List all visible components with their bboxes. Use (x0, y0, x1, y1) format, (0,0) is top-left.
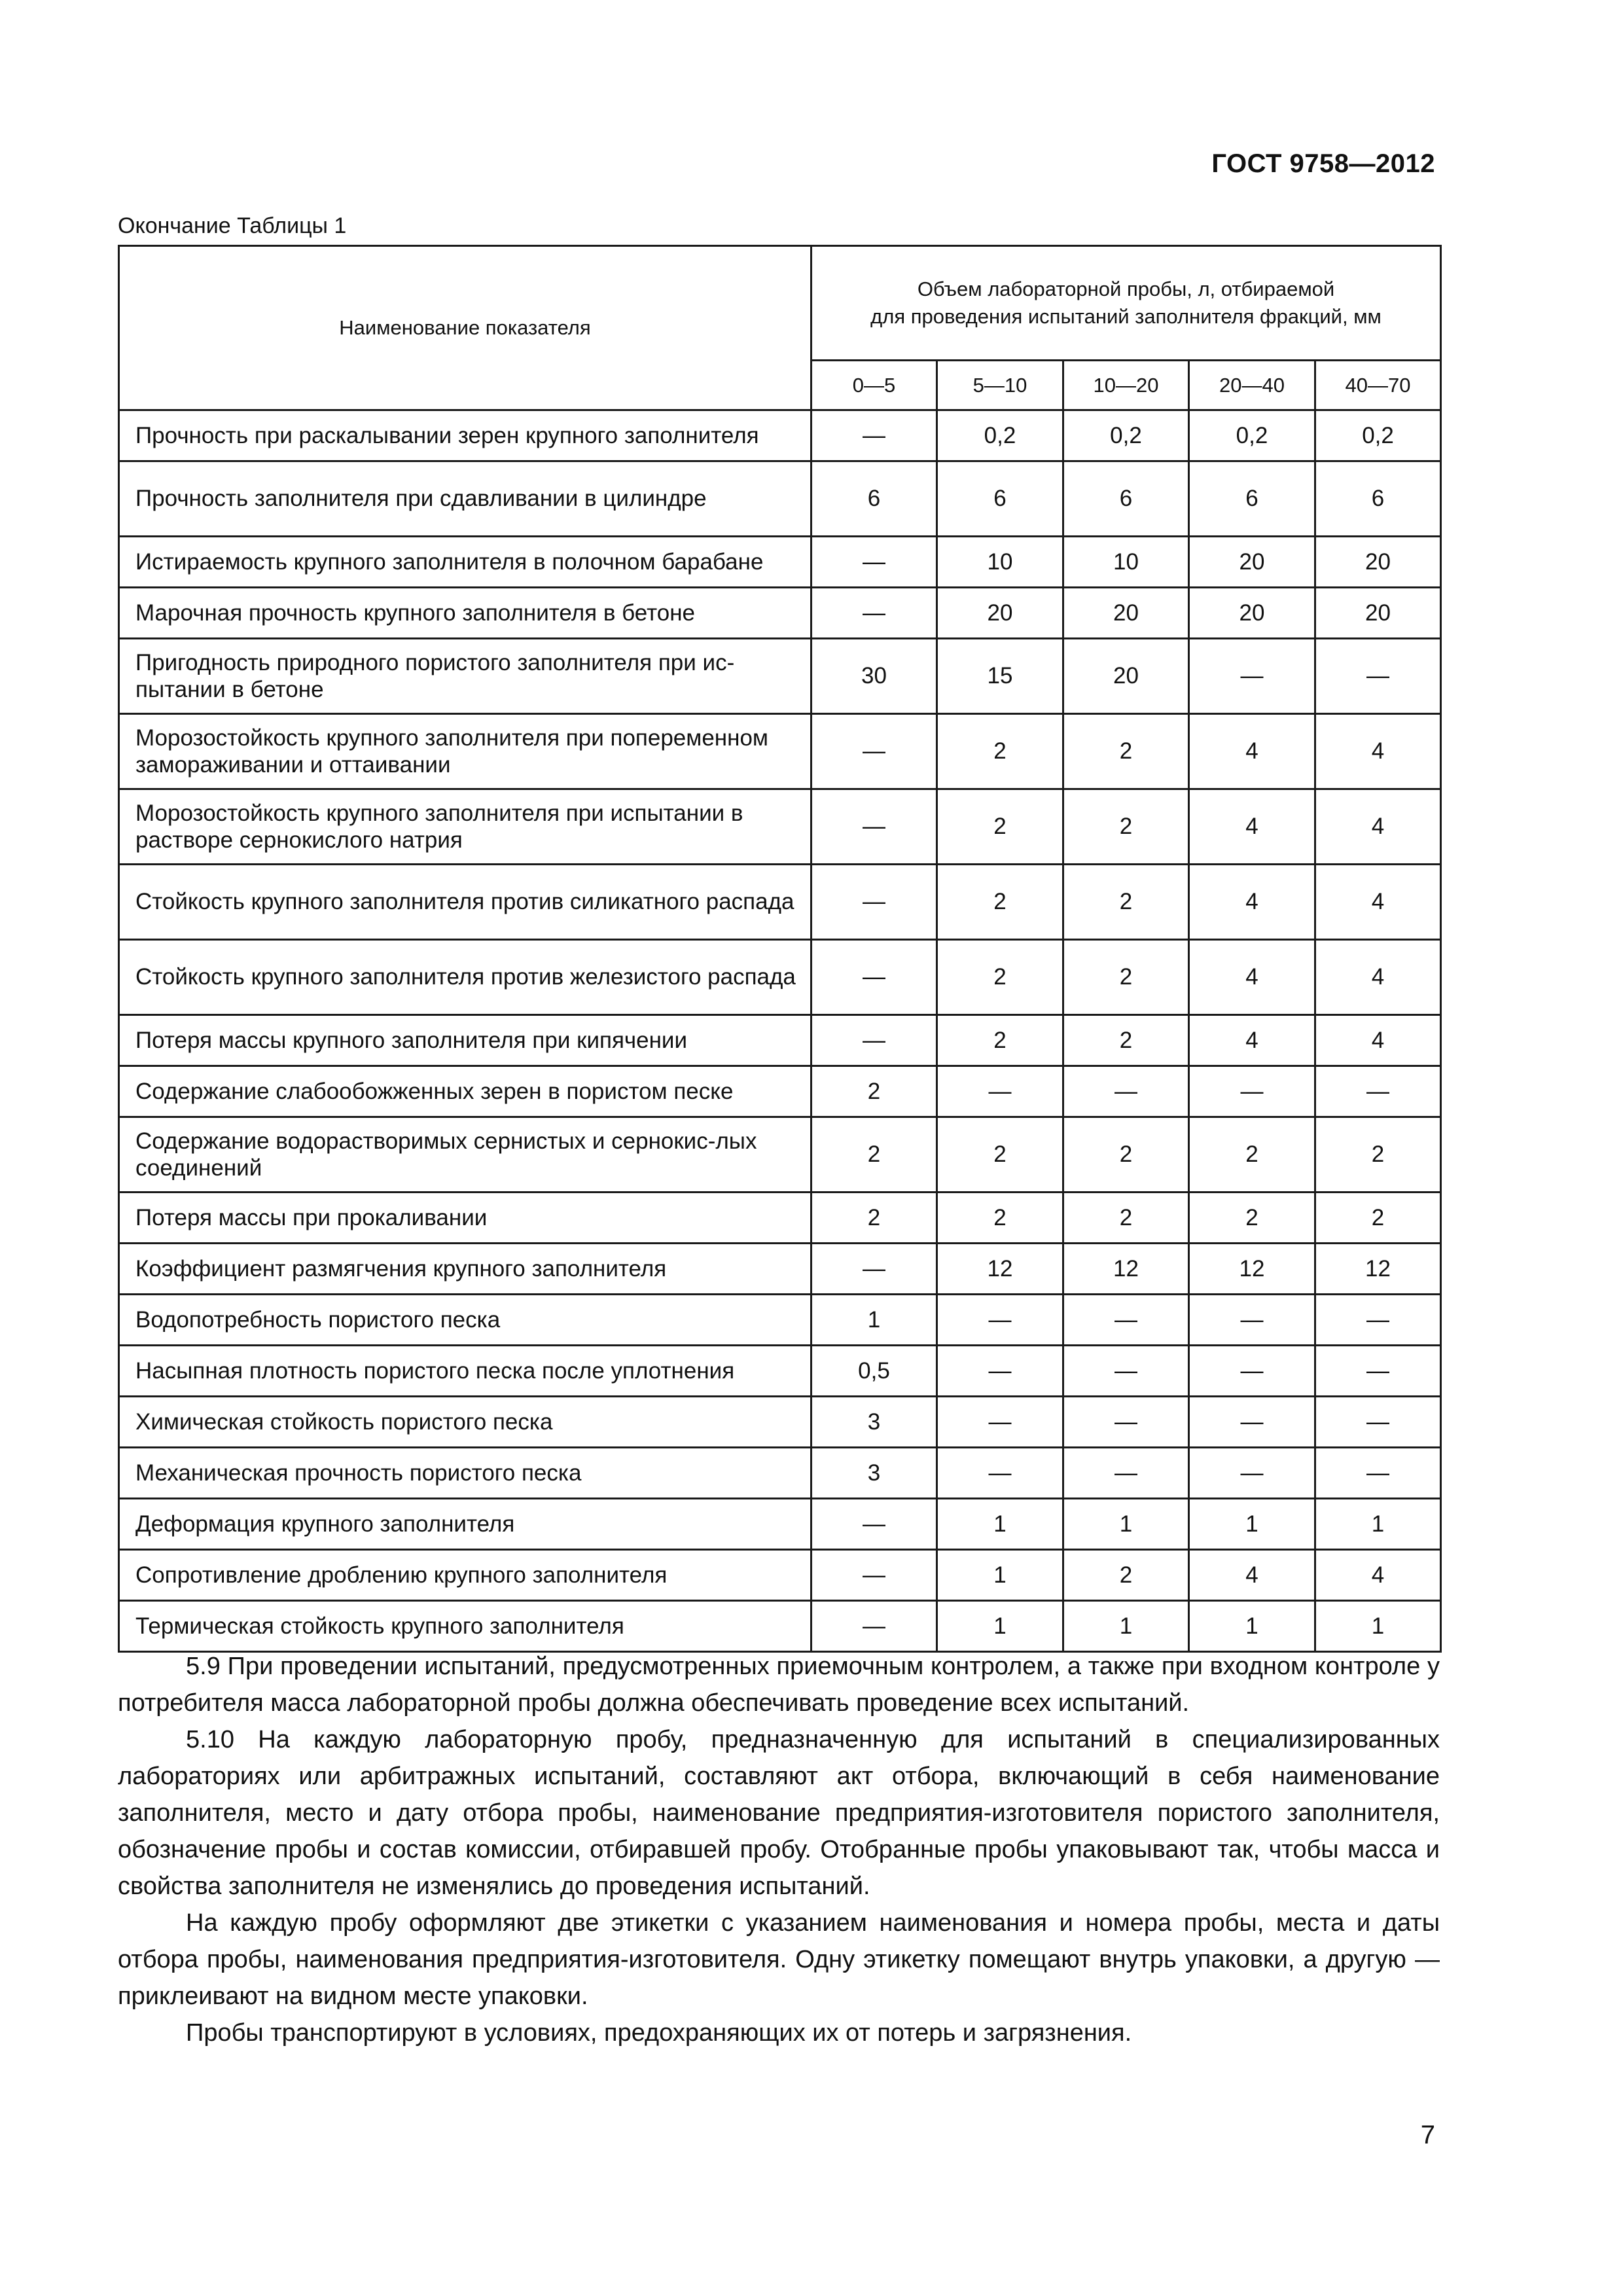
volume-value: 15 (937, 639, 1063, 714)
volume-value: 0,2 (1063, 410, 1189, 461)
volume-value: — (812, 714, 937, 789)
volume-value: — (812, 1015, 937, 1066)
paragraph: 5.10 На каждую лабораторную пробу, предназначенную для испытаний в специализированных лабораториях или арбитражных испытаний, составляют акт отбора, включающий в себя наименование заполнителя, место и дату отбора пробы, наименование предприятия-изготовителя пористого заполнителя, обозначение пробы и состав комиссии, отбиравшей пробу. Отобранные пробы упаковывают так, чтобы масса и свойства заполнителя не изменялись до проведения испытаний. (118, 1726, 1440, 1900)
indicator-name: Механическая прочность пористого песка (119, 1448, 812, 1499)
volume-value: — (1189, 1066, 1315, 1117)
volume-value: 2 (937, 1193, 1063, 1244)
volume-value: 1 (1315, 1601, 1441, 1652)
volume-value: 2 (1315, 1117, 1441, 1193)
volume-value: — (1315, 1346, 1441, 1397)
fraction-header: 0—5 (812, 361, 937, 410)
volume-value: — (1063, 1346, 1189, 1397)
volume-value: 0,5 (812, 1346, 937, 1397)
fraction-header: 10—20 (1063, 361, 1189, 410)
volume-value: 0,2 (1315, 410, 1441, 461)
volume-value: 6 (937, 461, 1063, 537)
volume-value: 2 (812, 1193, 937, 1244)
indicator-name: Термическая стойкость крупного заполнителя (119, 1601, 812, 1652)
volume-value: — (812, 1601, 937, 1652)
volume-value: 20 (1063, 639, 1189, 714)
volume-value: — (1063, 1397, 1189, 1448)
indicator-name: Пригодность природного пористого заполнителя при ис-пытании в бетоне (119, 639, 812, 714)
table-caption: Окончание Таблицы 1 (118, 213, 347, 238)
indicator-name: Содержание слабообожженных зерен в пористом песке (119, 1066, 812, 1117)
volume-value: 2 (1063, 1550, 1189, 1601)
volume-value: 1 (937, 1550, 1063, 1601)
volume-value: — (1189, 1397, 1315, 1448)
volume-value: — (937, 1066, 1063, 1117)
indicator-name: Потеря массы при прокаливании (119, 1193, 812, 1244)
column-header-name: Наименование показателя (119, 246, 812, 410)
volume-value: 1 (1063, 1499, 1189, 1550)
indicator-name: Истираемость крупного заполнителя в полочном барабане (119, 537, 812, 588)
volume-value: — (937, 1346, 1063, 1397)
volume-value: 2 (937, 1117, 1063, 1193)
volume-value: 4 (1315, 865, 1441, 940)
volume-value: 20 (1063, 588, 1189, 639)
volume-value: 1 (1189, 1601, 1315, 1652)
volume-value: 4 (1189, 789, 1315, 865)
volume-value: 2 (1063, 1015, 1189, 1066)
volume-value: 1 (1063, 1601, 1189, 1652)
volume-value: 2 (1063, 1117, 1189, 1193)
volume-value: 12 (1189, 1244, 1315, 1295)
table-row (119, 1346, 1441, 1397)
volume-value: — (1189, 1295, 1315, 1346)
table-row (119, 461, 1441, 537)
table-row (119, 1066, 1441, 1117)
volume-value: 20 (937, 588, 1063, 639)
volume-value: 2 (1063, 865, 1189, 940)
volume-value: 4 (1189, 1550, 1315, 1601)
table-body (119, 410, 1441, 1652)
volume-value: 2 (937, 865, 1063, 940)
volume-value: — (1315, 1448, 1441, 1499)
data-table (118, 245, 1442, 1653)
table-row (119, 1499, 1441, 1550)
table-row (119, 588, 1441, 639)
volume-value: — (812, 1550, 937, 1601)
indicator-name: Сопротивление дроблению крупного заполнителя (119, 1550, 812, 1601)
table-row (119, 1550, 1441, 1601)
volume-value: 10 (937, 537, 1063, 588)
table-row (119, 865, 1441, 940)
volume-value: 10 (1063, 537, 1189, 588)
volume-value: — (812, 1244, 937, 1295)
indicator-name: Деформация крупного заполнителя (119, 1499, 812, 1550)
volume-value: 2 (1189, 1193, 1315, 1244)
volume-value: 2 (812, 1117, 937, 1193)
fraction-header: 20—40 (1189, 361, 1315, 410)
table-row (119, 789, 1441, 865)
volume-value: — (1189, 639, 1315, 714)
indicator-name: Химическая стойкость пористого песка (119, 1397, 812, 1448)
volume-value: 20 (1315, 588, 1441, 639)
volume-value: 2 (1315, 1193, 1441, 1244)
fraction-header: 40—70 (1315, 361, 1441, 410)
volume-value: — (812, 789, 937, 865)
volume-value: 1 (1189, 1499, 1315, 1550)
table-row (119, 714, 1441, 789)
indicator-name: Марочная прочность крупного заполнителя в бетоне (119, 588, 812, 639)
volume-value: — (937, 1397, 1063, 1448)
body-text (118, 1648, 1440, 2051)
volume-value: — (937, 1448, 1063, 1499)
volume-value: 4 (1315, 789, 1441, 865)
volume-value: 30 (812, 639, 937, 714)
volume-value: — (812, 588, 937, 639)
table-row (119, 1448, 1441, 1499)
column-header-volume: Объем лабораторной пробы, л, отбираемой для проведения испытаний заполнителя фракций, мм (812, 246, 1441, 361)
table-row (119, 639, 1441, 714)
indicator-name: Коэффициент размягчения крупного заполнителя (119, 1244, 812, 1295)
volume-value: 2 (1063, 1193, 1189, 1244)
volume-value: 2 (1063, 940, 1189, 1015)
volume-value: — (812, 537, 937, 588)
volume-value: 2 (937, 940, 1063, 1015)
volume-value: 4 (1189, 714, 1315, 789)
volume-value: 20 (1189, 537, 1315, 588)
volume-value: 20 (1189, 588, 1315, 639)
volume-value: 3 (812, 1397, 937, 1448)
volume-value: 2 (1063, 789, 1189, 865)
page-number: 7 (1420, 2121, 1435, 2149)
volume-value: — (1189, 1346, 1315, 1397)
volume-value: — (1063, 1295, 1189, 1346)
volume-value: 1 (1315, 1499, 1441, 1550)
table-row (119, 940, 1441, 1015)
indicator-name: Стойкость крупного заполнителя против железистого распада (119, 940, 812, 1015)
volume-value: 2 (1063, 714, 1189, 789)
indicator-name: Морозостойкость крупного заполнителя при испытании в растворе сернокислого натрия (119, 789, 812, 865)
volume-value: — (1063, 1066, 1189, 1117)
table-row (119, 1015, 1441, 1066)
volume-value: 1 (812, 1295, 937, 1346)
table-row (119, 1117, 1441, 1193)
volume-value: — (812, 865, 937, 940)
volume-value: 4 (1315, 1015, 1441, 1066)
paragraph: На каждую пробу оформляют две этикетки с указанием наименования и номера пробы, места и даты отбора пробы, наименования предприятия-изготовителя. Одну этикетку помещают внутрь упаковки, а другую — приклеивают на видном месте упаковки. (118, 1909, 1440, 2010)
volume-value: 12 (1063, 1244, 1189, 1295)
volume-value: 1 (937, 1499, 1063, 1550)
indicator-name: Прочность заполнителя при сдавливании в цилиндре (119, 461, 812, 537)
volume-value: — (1189, 1448, 1315, 1499)
volume-value: 4 (1315, 940, 1441, 1015)
volume-value: 0,2 (1189, 410, 1315, 461)
indicator-name: Потеря массы крупного заполнителя при кипячении (119, 1015, 812, 1066)
volume-value: 2 (812, 1066, 937, 1117)
volume-value: 20 (1315, 537, 1441, 588)
volume-value: 6 (812, 461, 937, 537)
volume-value: 2 (937, 1015, 1063, 1066)
volume-value: 2 (937, 714, 1063, 789)
indicator-name: Насыпная плотность пористого песка после уплотнения (119, 1346, 812, 1397)
volume-value: — (812, 410, 937, 461)
volume-value: 0,2 (937, 410, 1063, 461)
fraction-header: 5—10 (937, 361, 1063, 410)
table-row (119, 410, 1441, 461)
volume-value: 6 (1189, 461, 1315, 537)
volume-value: 2 (1189, 1117, 1315, 1193)
paragraph: Пробы транспортируют в условиях, предохраняющих их от потерь и загрязнения. (186, 2019, 1132, 2047)
volume-value: — (812, 1499, 937, 1550)
indicator-name: Водопотребность пористого песка (119, 1295, 812, 1346)
table-row (119, 537, 1441, 588)
table-row (119, 1397, 1441, 1448)
volume-value: — (1315, 1295, 1441, 1346)
volume-value: 6 (1315, 461, 1441, 537)
indicator-name: Прочность при раскалывании зерен крупного заполнителя (119, 410, 812, 461)
indicator-name: Содержание водорастворимых сернистых и сернокис-лых соединений (119, 1117, 812, 1193)
volume-value: — (1063, 1448, 1189, 1499)
volume-value: 4 (1189, 865, 1315, 940)
indicator-name: Стойкость крупного заполнителя против силикатного распада (119, 865, 812, 940)
table-row (119, 1193, 1441, 1244)
table-row (119, 1244, 1441, 1295)
volume-value: 1 (937, 1601, 1063, 1652)
volume-value: 4 (1315, 714, 1441, 789)
volume-value: 4 (1315, 1550, 1441, 1601)
indicator-name: Морозостойкость крупного заполнителя при попеременном замораживании и оттаивании (119, 714, 812, 789)
volume-value: 6 (1063, 461, 1189, 537)
volume-value: 3 (812, 1448, 937, 1499)
paragraph: 5.9 При проведении испытаний, предусмотренных приемочным контролем, а также при входном контроле у потребителя масса лабораторной пробы должна обеспечивать проведение всех испытаний. (118, 1653, 1440, 1717)
volume-value: — (1315, 1066, 1441, 1117)
volume-value: 4 (1189, 940, 1315, 1015)
document-code: ГОСТ 9758—2012 (1211, 149, 1435, 178)
volume-value: 2 (937, 789, 1063, 865)
volume-value: 4 (1189, 1015, 1315, 1066)
volume-value: — (812, 940, 937, 1015)
volume-value: 12 (1315, 1244, 1441, 1295)
volume-value: — (937, 1295, 1063, 1346)
volume-value: 12 (937, 1244, 1063, 1295)
volume-value: — (1315, 1397, 1441, 1448)
table-row (119, 1295, 1441, 1346)
table-row (119, 1601, 1441, 1652)
volume-value: — (1315, 639, 1441, 714)
